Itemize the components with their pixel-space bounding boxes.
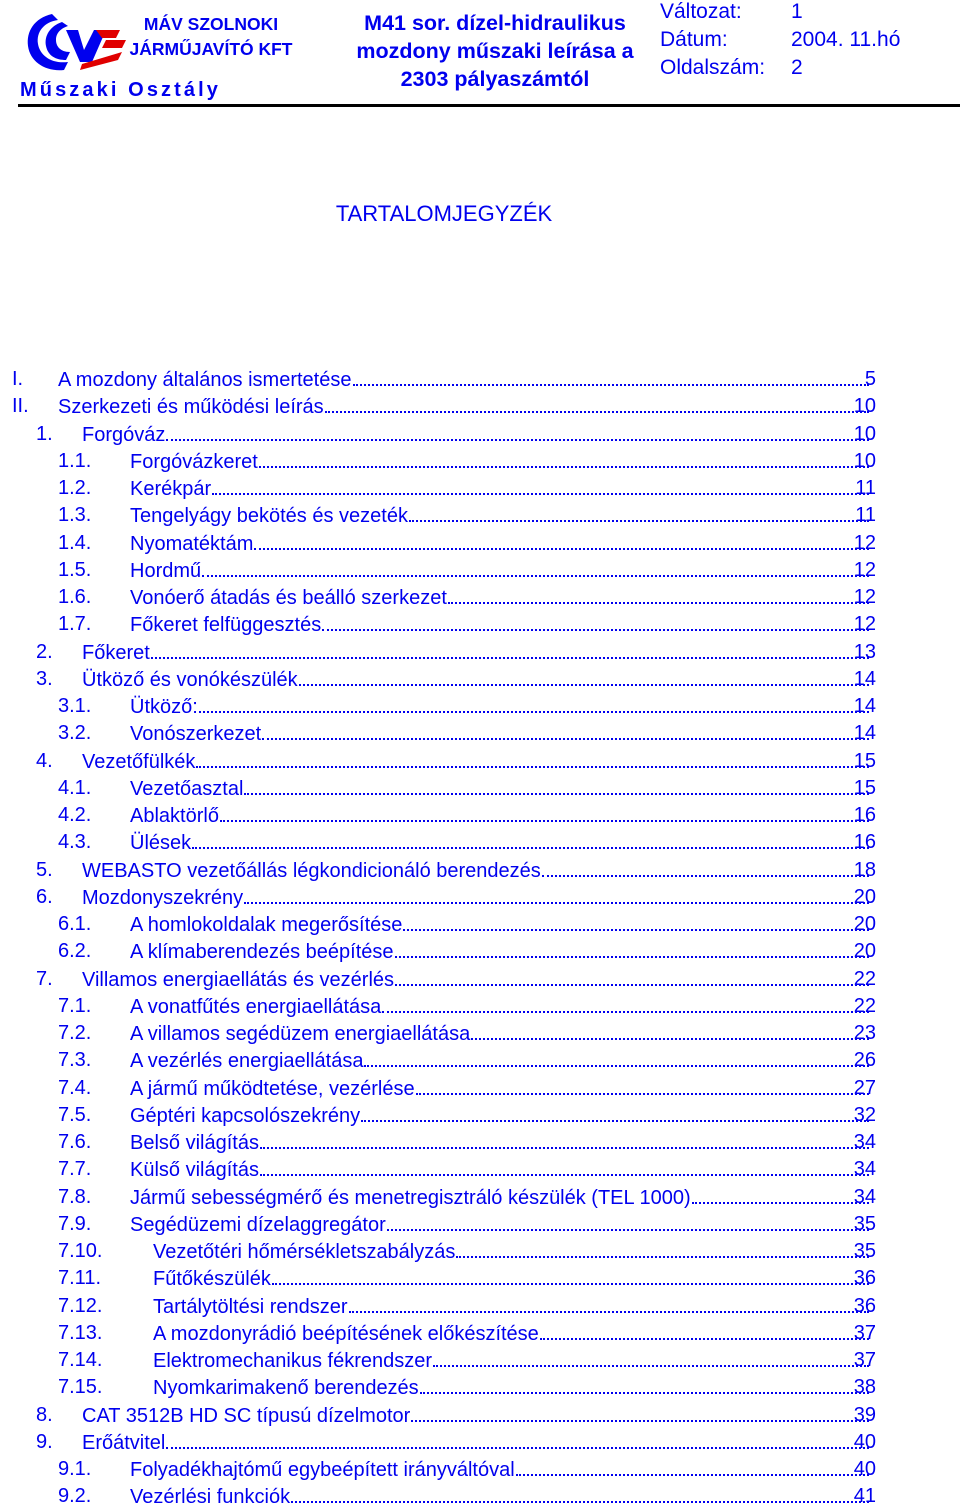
toc-entry-leader <box>58 393 871 421</box>
toc-entry-label: Külső világítás <box>130 1159 259 1182</box>
toc-entry-page: 18 <box>853 858 876 881</box>
document-title-line1: M41 sor. dízel-hidraulikus <box>364 11 626 35</box>
toc-entry-number: 7.5. <box>58 1103 92 1126</box>
toc-entry-leader <box>130 1102 871 1130</box>
toc-entry-page: 10 <box>853 422 876 445</box>
toc-entry-page: 40 <box>853 1458 876 1480</box>
toc-entry-number: 2. <box>36 640 53 663</box>
toc-entry-number: 4.2. <box>58 804 92 826</box>
toc-entry-number: 7.15. <box>58 1376 103 1399</box>
toc-entry-page: 37 <box>853 1349 876 1371</box>
toc-entry-label: Nyomkarimakenő berendezés <box>153 1377 419 1400</box>
toc-entry-page: 23 <box>853 1022 876 1044</box>
toc-entry[interactable] <box>0 1020 960 1047</box>
toc-entry-label: Vonószerkezet <box>130 723 262 746</box>
toc-entry-label: A mozdonyrádió beépítésének előkészítése <box>153 1322 539 1345</box>
toc-entry-page: 35 <box>853 1212 876 1235</box>
toc-entry-label: Ütköző: <box>130 696 198 718</box>
toc-entry-leader <box>82 857 871 885</box>
toc-entry-leader <box>130 993 871 1021</box>
toc-dot-leader <box>299 666 869 686</box>
toc-entry-number: 4.3. <box>58 831 92 854</box>
toc-dot-leader <box>420 1374 869 1394</box>
toc-entry-label: Forgóvázkeret <box>130 450 258 473</box>
toc-entry-page: 38 <box>853 1376 876 1399</box>
toc-entry-number: 7.4. <box>58 1076 92 1099</box>
toc-dot-leader <box>254 530 869 550</box>
toc-dot-leader <box>220 802 869 822</box>
toc-entry-label: A mozdony általános ismertetése <box>58 369 352 391</box>
toc-entry-label: Géptéri kapcsolószekrény <box>130 1104 361 1127</box>
toc-entry-leader <box>130 502 871 530</box>
toc-dot-leader <box>516 1456 869 1476</box>
toc-entry-label: Ablaktörlő <box>130 805 219 827</box>
document-title <box>334 9 656 93</box>
toc-entry[interactable] <box>0 1184 960 1211</box>
toc-dot-leader <box>395 966 869 986</box>
toc-entry[interactable] <box>0 1211 960 1238</box>
toc-dot-leader <box>322 611 869 631</box>
toc-entry-label: Főkeret felfüggesztés <box>130 614 322 637</box>
toc-entry[interactable] <box>0 720 960 747</box>
toc-entry[interactable] <box>0 421 960 448</box>
toc-entry-leader <box>130 1156 871 1184</box>
toc-entry[interactable] <box>0 448 960 475</box>
toc-entry-page: 41 <box>853 1485 876 1508</box>
meta-page-label: Oldalszám: <box>660 56 766 79</box>
toc-entry-page: 40 <box>853 1430 876 1453</box>
toc-entry-page: 12 <box>853 558 876 581</box>
toc-entry[interactable] <box>0 1047 960 1074</box>
toc-entry-label: Folyadékhajtómű egybeépített irányváltóval <box>130 1459 515 1481</box>
toc-entry[interactable] <box>0 1374 960 1401</box>
toc-dot-leader <box>409 502 869 522</box>
toc-dot-leader <box>212 475 869 495</box>
toc-entry-number: 1.5. <box>58 558 92 581</box>
toc-entry-number: 9. <box>36 1430 53 1453</box>
toc-entry-page: 13 <box>853 640 876 663</box>
company-name <box>118 12 304 62</box>
toc-entry-number: I. <box>12 368 24 390</box>
toc-dot-leader <box>151 639 869 659</box>
toc-entry-leader <box>153 1238 871 1266</box>
toc-entry[interactable] <box>0 884 960 911</box>
toc-entry[interactable] <box>0 1483 960 1510</box>
toc-entry-number: 7. <box>36 967 53 990</box>
toc-entry-leader <box>153 1293 871 1321</box>
toc-entry[interactable] <box>0 584 960 611</box>
toc-entry-label: Tengelyágy bekötés és vezeték <box>130 505 408 528</box>
toc-entry-number: 7.8. <box>58 1185 92 1208</box>
toc-entry-page: 11 <box>855 504 876 527</box>
toc-entry-page: 34 <box>853 1185 876 1208</box>
toc-entry-label: Forgóváz <box>82 423 166 446</box>
toc-dot-leader <box>192 829 869 849</box>
toc-entry-leader <box>130 911 871 939</box>
toc-entry[interactable] <box>0 802 960 829</box>
document-title-line2: mozdony műszaki leírása a <box>356 39 634 63</box>
toc-dot-leader <box>387 1211 869 1231</box>
toc-entry-number: II. <box>12 395 29 418</box>
toc-entry-label: A vezérlés energiaellátása <box>130 1050 364 1073</box>
toc-entry-label: Vezetőtéri hőmérsékletszabályzás <box>153 1241 456 1263</box>
toc-entry-label: Fűtőkészülék <box>153 1268 271 1291</box>
company-name-line2: JÁRMŰJAVÍTÓ KFT <box>129 39 293 59</box>
toc-entry-page: 11 <box>855 477 876 499</box>
toc-entry[interactable] <box>0 1238 960 1265</box>
toc-entry-label: Szerkezeti és működési leírás <box>58 396 324 419</box>
toc-entry[interactable] <box>0 1293 960 1320</box>
toc-entry-leader <box>82 884 871 912</box>
toc-entry-page: 26 <box>853 1049 876 1072</box>
toc-entry-label: Főkeret <box>82 641 150 664</box>
toc-entry-number: 6.1. <box>58 913 92 935</box>
toc-entry-leader <box>130 1129 871 1157</box>
toc-dot-leader <box>448 584 869 604</box>
toc-entry[interactable] <box>0 475 960 502</box>
toc-entry-number: 7.12. <box>58 1294 103 1317</box>
toc-entry[interactable] <box>0 557 960 584</box>
toc-dot-leader <box>416 1075 869 1095</box>
toc-entry-leader <box>130 584 871 612</box>
toc-entry-page: 34 <box>853 1158 876 1181</box>
toc-entry-label: Hordmű <box>130 559 202 582</box>
toc-title: TARTALOMJEGYZÉK <box>335 201 553 226</box>
toc-entry-leader <box>130 1075 871 1103</box>
toc-dot-leader <box>353 366 870 386</box>
toc-entry-leader <box>130 557 871 585</box>
toc-entry-leader <box>82 421 871 449</box>
toc-entry-label: Belső világítás <box>130 1132 259 1154</box>
toc-entry-number: 7.2. <box>58 1022 92 1044</box>
toc-entry-number: 1.3. <box>58 504 92 527</box>
toc-entry-number: 7.9. <box>58 1212 92 1235</box>
toc-entry-leader <box>130 775 871 803</box>
toc-dot-leader <box>244 775 869 795</box>
toc-dot-leader <box>364 1047 869 1067</box>
toc-entry[interactable] <box>0 911 960 938</box>
toc-entry[interactable] <box>0 1320 960 1347</box>
toc-entry-number: 4.1. <box>58 776 92 799</box>
toc-entry-label: Villamos energiaellátás és vezérlés <box>82 968 395 991</box>
toc-entry-leader <box>130 802 871 830</box>
toc-dot-leader <box>291 1483 869 1503</box>
toc-entry[interactable] <box>0 366 960 393</box>
toc-entry-label: A klímaberendezés beépítése <box>130 941 394 964</box>
toc-entry[interactable] <box>0 639 960 666</box>
toc-dot-leader <box>272 1265 869 1285</box>
toc-dot-leader <box>433 1347 869 1367</box>
toc-entry[interactable] <box>0 611 960 638</box>
toc-entry-leader <box>82 666 871 694</box>
toc-dot-leader <box>199 693 869 713</box>
toc-dot-leader <box>259 448 869 468</box>
toc-entry-page: 27 <box>853 1076 876 1099</box>
toc-entry-page: 16 <box>853 804 876 826</box>
toc-dot-leader <box>262 720 869 740</box>
toc-dot-leader <box>403 911 869 931</box>
toc-entry[interactable] <box>0 502 960 529</box>
toc-entry-page: 39 <box>853 1403 876 1426</box>
toc-entry[interactable] <box>0 857 960 884</box>
toc-entry-label: Elektromechanikus fékrendszer <box>153 1350 433 1372</box>
toc-dot-leader <box>325 393 869 413</box>
toc-entry-label: A jármű működtetése, vezérlése <box>130 1077 415 1100</box>
toc-entry-label: CAT 3512B HD SC típusú dízelmotor <box>82 1404 411 1427</box>
toc-entry-page: 12 <box>853 586 876 608</box>
toc-entry-label: Tartálytöltési rendszer <box>153 1295 348 1318</box>
toc-dot-leader <box>411 1402 869 1422</box>
toc-entry-leader <box>130 938 871 966</box>
toc-entry-leader <box>130 611 871 639</box>
toc-entry-page: 10 <box>853 449 876 472</box>
toc-entry-leader <box>82 966 871 994</box>
toc-entry-page: 32 <box>853 1103 876 1126</box>
toc-entry-label: Erőátvitel <box>82 1431 166 1454</box>
toc-entry[interactable] <box>0 530 960 557</box>
toc-dot-leader <box>382 993 869 1013</box>
toc-dot-leader <box>196 748 869 768</box>
toc-entry[interactable] <box>0 1347 960 1374</box>
toc-entry[interactable] <box>0 1429 960 1456</box>
toc-dot-leader <box>456 1238 869 1258</box>
toc-entry-number: 7.13. <box>58 1321 103 1344</box>
toc-entry-page: 10 <box>853 395 876 418</box>
toc-entry-label: A vonatfűtés energiaellátása <box>130 995 382 1018</box>
toc-entry[interactable] <box>0 938 960 965</box>
toc-entry-leader <box>153 1265 871 1293</box>
toc-entry-page: 14 <box>853 695 876 717</box>
toc-entry-page: 15 <box>853 749 876 772</box>
toc-entry-page: 5 <box>864 368 876 390</box>
toc-entry-label: A homlokoldalak megerősítése <box>130 914 403 936</box>
toc-dot-leader <box>260 1129 869 1149</box>
toc-entry[interactable] <box>0 1265 960 1292</box>
toc-entry-leader <box>130 1184 871 1212</box>
toc-entry-label: Ütköző és vonókészülék <box>82 668 298 691</box>
toc-dot-leader <box>542 857 869 877</box>
toc-entry-leader <box>58 366 871 394</box>
company-name-line1: MÁV SZOLNOKI <box>143 14 279 34</box>
toc-entry-label: A villamos segédüzem energiaellátása <box>130 1023 471 1045</box>
toc-entry-label: Vonóerő átadás és beálló szerkezet <box>130 587 447 609</box>
toc-entry[interactable] <box>0 393 960 420</box>
toc-entry-label: Jármű sebességmérő és menetregisztráló készülék (TEL 1000) <box>130 1186 691 1209</box>
toc-entry-page: 37 <box>853 1321 876 1344</box>
toc-entry[interactable] <box>0 1102 960 1129</box>
toc-entry-leader <box>130 475 871 503</box>
toc-entry-leader <box>153 1347 871 1375</box>
toc-entry-leader <box>82 1402 871 1430</box>
toc-entry-number: 6. <box>36 885 53 908</box>
toc-entry[interactable] <box>0 1075 960 1102</box>
toc-entry-leader <box>130 1211 871 1239</box>
toc-entry-label: Segédüzemi dízelaggregátor <box>130 1213 386 1236</box>
toc-entry-page: 12 <box>853 531 876 554</box>
meta-date-value: 2004. 11.hó <box>791 28 901 51</box>
toc-entry[interactable] <box>0 748 960 775</box>
toc-entry-number: 1.1. <box>58 449 92 472</box>
toc-entry-number: 3. <box>36 667 53 690</box>
toc-entry-number: 7.7. <box>58 1158 92 1181</box>
toc-entry-label: Mozdonyszekrény <box>82 886 244 909</box>
toc-entry-leader <box>130 693 871 721</box>
toc-entry-page: 16 <box>853 831 876 854</box>
toc-entry-number: 7.11. <box>58 1267 101 1290</box>
department-name: Műszaki Osztály <box>20 79 222 101</box>
toc-dot-leader <box>166 421 869 441</box>
toc-entry-page: 22 <box>853 967 876 990</box>
toc-entry-number: 3.2. <box>58 722 92 745</box>
toc-dot-leader <box>166 1429 869 1449</box>
toc-entry[interactable] <box>0 1402 960 1429</box>
toc-entry[interactable] <box>0 966 960 993</box>
toc-entry-label: Kerékpár <box>130 478 212 500</box>
header-divider <box>18 104 960 107</box>
toc-entry[interactable] <box>0 1156 960 1183</box>
toc-entry-number: 1. <box>36 422 53 445</box>
toc-entry-page: 14 <box>853 722 876 745</box>
toc-dot-leader <box>395 938 869 958</box>
toc-entry-page: 34 <box>853 1131 876 1153</box>
document-title-line3: 2303 pályaszámtól <box>400 67 590 91</box>
toc-entry-leader <box>82 748 871 776</box>
toc-entry-leader <box>130 1456 871 1484</box>
toc-entry-leader <box>130 720 871 748</box>
toc-entry[interactable] <box>0 829 960 856</box>
toc-entry-number: 9.1. <box>58 1458 92 1480</box>
toc-entry-label: Vezetőfülkék <box>82 750 196 773</box>
toc-dot-leader <box>692 1184 869 1204</box>
toc-entry-leader <box>82 1429 871 1457</box>
toc-entry-label: Nyomatéktám <box>130 532 254 555</box>
meta-version-label: Változat: <box>660 0 742 23</box>
toc-entry-page: 36 <box>853 1267 876 1290</box>
toc-entry-page: 36 <box>853 1294 876 1317</box>
toc-entry-leader <box>82 639 871 667</box>
toc-entry-label: Vezetőasztal <box>130 777 244 800</box>
toc-dot-leader <box>361 1102 869 1122</box>
toc-entry-label: Ülések <box>130 832 192 855</box>
toc-entry-number: 7.3. <box>58 1049 92 1072</box>
toc-entry-number: 7.1. <box>58 994 92 1017</box>
meta-version-value: 1 <box>791 0 803 23</box>
document-header <box>0 0 960 110</box>
toc-entry-number: 1.6. <box>58 586 92 608</box>
toc-entry[interactable] <box>0 993 960 1020</box>
toc-entry-label: Vezérlési funkciók <box>130 1486 291 1509</box>
toc-entry-page: 22 <box>853 994 876 1017</box>
toc-entry-number: 4. <box>36 749 53 772</box>
toc-entry[interactable] <box>0 1456 960 1483</box>
toc-entry-number: 1.4. <box>58 531 92 554</box>
toc-dot-leader <box>349 1293 869 1313</box>
toc-entry-number: 7.6. <box>58 1131 92 1153</box>
toc-entry[interactable] <box>0 1129 960 1156</box>
toc-entry-page: 20 <box>853 885 876 908</box>
toc-entry-number: 1.7. <box>58 613 92 636</box>
toc-entry-leader <box>153 1320 871 1348</box>
toc-entry[interactable] <box>0 693 960 720</box>
toc-entry-leader <box>130 829 871 857</box>
toc-dot-leader <box>540 1320 869 1340</box>
toc-entry-page: 20 <box>853 940 876 963</box>
toc-entry-number: 8. <box>36 1403 53 1426</box>
toc-entry-number: 1.2. <box>58 477 92 499</box>
toc-entry-leader <box>130 1020 871 1048</box>
toc-entry-number: 7.14. <box>58 1349 103 1371</box>
toc-dot-leader <box>244 884 869 904</box>
toc-entry-page: 12 <box>853 613 876 636</box>
toc-entry-page: 14 <box>853 667 876 690</box>
toc-entry-leader <box>130 1483 871 1511</box>
toc-entry[interactable] <box>0 775 960 802</box>
toc-entry-number: 7.10. <box>58 1240 103 1262</box>
toc-entry-number: 5. <box>36 858 53 881</box>
toc-entry-number: 9.2. <box>58 1485 92 1508</box>
toc-entry-leader <box>130 1047 871 1075</box>
toc-entry-page: 20 <box>853 913 876 935</box>
toc-entry-page: 35 <box>853 1240 876 1262</box>
toc-entry-page: 15 <box>853 776 876 799</box>
toc-entry-leader <box>130 448 871 476</box>
toc-entry-leader <box>130 530 871 558</box>
toc-entry-number: 3.1. <box>58 695 92 717</box>
toc-dot-leader <box>202 557 869 577</box>
toc-entry[interactable] <box>0 666 960 693</box>
meta-date-label: Dátum: <box>660 28 728 51</box>
toc-dot-leader <box>260 1156 869 1176</box>
toc-entry-label: WEBASTO vezetőállás légkondicionáló berendezés <box>82 859 541 882</box>
toc-entry-number: 6.2. <box>58 940 92 963</box>
meta-page-value: 2 <box>791 56 803 79</box>
toc-dot-leader <box>471 1020 869 1040</box>
toc-entry-leader <box>153 1374 871 1402</box>
